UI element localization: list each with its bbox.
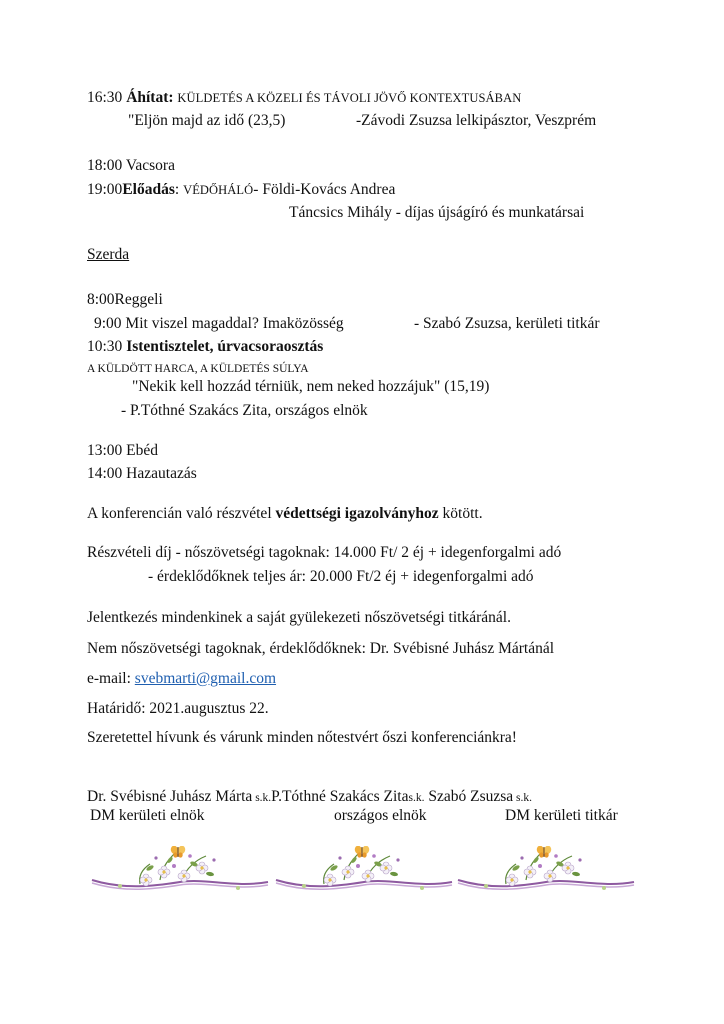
line-ahitat-quote: "Eljön majd az idő (23,5)	[128, 112, 286, 129]
line-reggeli: 8:00Reggeli	[87, 291, 163, 308]
signature-names: Dr. Svébisné Juhász Márta s.k.P.Tóthné Szakács Zitas.k. Szabó Zsuzsa s.k.	[87, 788, 533, 805]
line-registration-guests: Nem nőszövetségi tagoknak, érdeklődőknek: Dr. Svébisné Juhász Mártánál	[87, 640, 555, 657]
line-registration: Jelentkezés mindenkinek a saját gyülekezeti nőszövetségi titkáránál.	[87, 609, 511, 626]
line-fee-members: Részvételi díj - nőszövetségi tagoknak: 14.000 Ft/ 2 éj + idegenforgalmi adó	[87, 544, 562, 561]
line-eloadas-speaker: Táncsics Mihály - díjas újságíró és munkatársai	[289, 204, 585, 221]
signature-role-3: DM kerületi titkár	[505, 807, 618, 824]
flower-vine-icon	[0, 846, 724, 904]
line-eloadas: 19:00Előadás: VÉDŐHÁLÓ- Földi-Kovács Andrea	[87, 181, 396, 198]
email-link[interactable]: svebmarti@gmail.com	[134, 670, 277, 687]
line-ahitat-speaker: -Závodi Zsuzsa lelkipásztor, Veszprém	[356, 112, 597, 129]
signature-role-1: DM kerületi elnök	[90, 807, 205, 824]
line-deadline: Határidő: 2021.augusztus 22.	[87, 700, 269, 717]
line-condition: A konferencián való részvétel védettségi igazolványhoz kötött.	[87, 505, 483, 522]
line-email: e-mail: svebmarti@gmail.com	[87, 670, 277, 687]
line-vacsora: 18:00 Vacsora	[87, 157, 175, 174]
line-sermon-speaker: - P.Tóthné Szakács Zita, országos elnök	[121, 402, 368, 419]
line-invite: Szeretettel hívunk és várunk minden nőtestvért őszi konferenciánkra!	[87, 729, 517, 746]
line-ahitat: 16:30 Áhítat: KÜLDETÉS A KÖZELI ÉS TÁVOLI JÖVŐ KONTEXTUSÁBAN	[87, 89, 522, 106]
line-imakozosseg-speaker: - Szabó Zsuzsa, kerületi titkár	[414, 315, 600, 332]
day-heading: Szerda	[87, 246, 130, 263]
line-imakozosseg: 9:00 Mit viszel magaddal? Imaközösség	[94, 315, 344, 332]
line-ebed: 13:00 Ebéd	[87, 442, 159, 459]
line-sermon-quote: "Nekik kell hozzád térniük, nem neked hozzájuk" (15,19)	[132, 378, 490, 395]
line-fee-guests: - érdeklődőknek teljes ár: 20.000 Ft/2 éj + idegenforgalmi adó	[148, 568, 534, 585]
line-istentisztelet: 10:30 Istentisztelet, úrvacsoraosztás	[87, 338, 324, 355]
line-hazautazas: 14:00 Hazautazás	[87, 465, 197, 482]
signature-role-2: országos elnök	[334, 807, 427, 824]
line-sermon-title: A KÜLDÖTT HARCA, A KÜLDETÉS SÚLYA	[87, 363, 309, 375]
